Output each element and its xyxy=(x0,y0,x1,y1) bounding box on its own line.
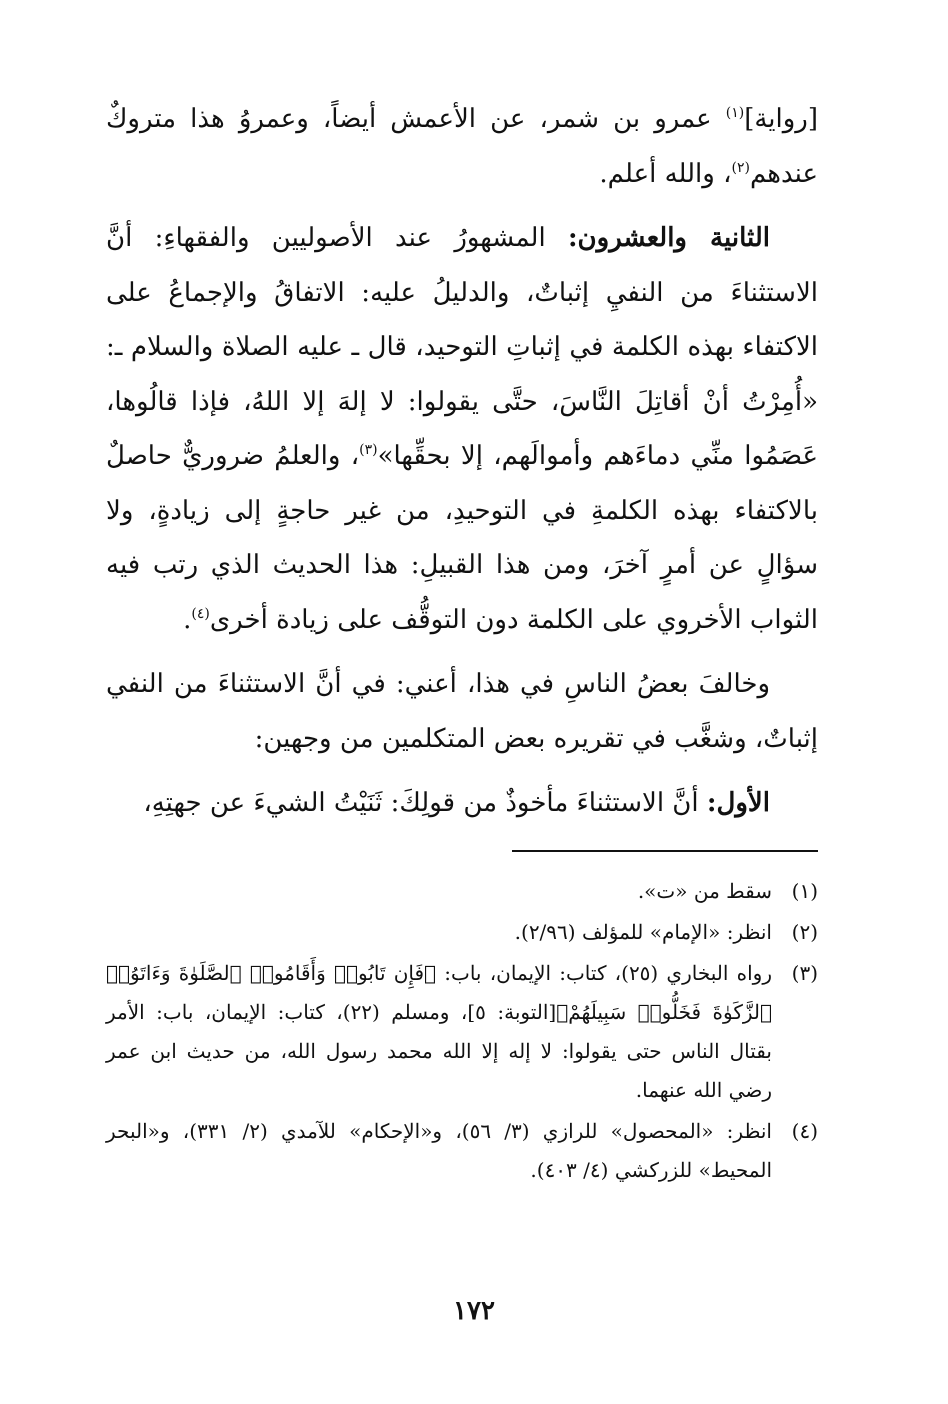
paragraph-4-text: أنَّ الاستثناءَ مأخوذٌ من قولِكَ: ثَنَيْتُ الشيءَ عن جهتِهِ، xyxy=(143,788,707,818)
paragraph-2-end: . xyxy=(183,604,192,635)
point-first-label: الأول: xyxy=(706,788,770,818)
footnote-ref-3[interactable]: (٣) xyxy=(359,442,378,458)
main-text xyxy=(106,92,818,831)
page-number: ١٧٢ xyxy=(453,1296,495,1326)
footnote-text: انظر: «المحصول» للرازي (٣/ ٥٦)، و«الإحكام» للآمدي (٢/ ٣٣١)، و«البحر المحيط» للزركشي (٤/ ٤٠٣). xyxy=(106,1119,772,1182)
footnote-number: (٤) xyxy=(791,1119,818,1143)
footnote-text: سقط من «ت». xyxy=(637,879,772,903)
footnote-ref-4[interactable]: (٤) xyxy=(191,605,210,622)
footnote-number: (١) xyxy=(791,879,818,903)
footnote-number: (٢) xyxy=(791,920,818,944)
paragraph-2-text-a: المشهورُ عند الأصوليين والفقهاءِ: أنَّ الاستثناءَ من النفيِ إثباتٌ، والدليلُ عليه: الاتفاقُ والإجماعُ على الاكتفاء بهذه الكلمة في إثباتِ التوحيد، قال ـ عليه الصلاة والسلام ـ: «أُمِرْتُ أنْ أقاتِلَ النَّاسَ، حتَّى يقولوا: لا إلهَ إلا اللهُ، فإذا قالُوها، عَصَمُوا منِّي دماءَهم وأموالَهم، إلا بحقِّها» xyxy=(106,223,819,471)
paragraph-1 xyxy=(106,92,818,201)
footnote-separator xyxy=(512,850,818,852)
footnote-text: انظر: «الإمام» للمؤلف (٢/٩٦). xyxy=(514,920,772,944)
section-heading-22: الثانية والعشرون: xyxy=(567,223,770,253)
footnote-3 xyxy=(106,954,818,1110)
paragraph-1-text: عمرو بن شمر، عن الأعمش أيضاً، وعمروُ هذا متروكٌ عندهم xyxy=(106,104,818,189)
paragraph-3: وخالفَ بعضُ الناسِ في هذا، أعني: في أنَّ الاستثناءَ من النفي إثباتٌ، وشغَّب في تقريره بعض المتكلمين من وجهين: xyxy=(106,669,818,754)
bracket-riwaya: [رواية] xyxy=(744,104,818,134)
paragraph-2 xyxy=(106,211,818,647)
paragraph-2-text-b: ، والعلمُ ضروريٌّ حاصلٌ بالاكتفاء بهذه الكلمةِ في التوحيدِ، من غير حاجةٍ إلى زيادةٍ، ولا سؤالٍ عن أمرٍ آخرَ، ومن هذا القبيلِ: هذا الحديث الذي رتب فيه الثواب الأخروي على الكلمة دون التوقُّف على زيادة أخرى xyxy=(106,441,818,635)
footnote-2 xyxy=(106,913,818,952)
footnote-ref-2[interactable]: (٢) xyxy=(731,159,750,176)
footnote-text: رواه البخاري (٢٥)، كتاب: الإيمان، باب: ﴿فَإِن تَابُوا۟ وَأَقَامُوا۟ ٱلصَّلَوٰةَ وَءَاتَوُا۟ ٱلزَّكَوٰةَ فَخَلُّوا۟ سَبِيلَهُمْ﴾[التوبة: ٥]، ومسلم (٢٢)، كتاب: الإيمان، باب: الأمر بقتال الناس حتى يقولوا: لا إله إلا الله محمد رسول الله، من حديث ابن عمر رضي الله عنهما. xyxy=(106,961,773,1102)
paragraph-4 xyxy=(106,776,818,831)
footnote-number: (٣) xyxy=(791,961,818,985)
footnote-4 xyxy=(106,1112,818,1190)
footnote-ref-1[interactable]: (١) xyxy=(725,105,745,121)
footnote-1 xyxy=(106,872,818,911)
paragraph-1-end: ، والله أعلم. xyxy=(599,158,732,189)
footnotes xyxy=(106,872,818,1192)
